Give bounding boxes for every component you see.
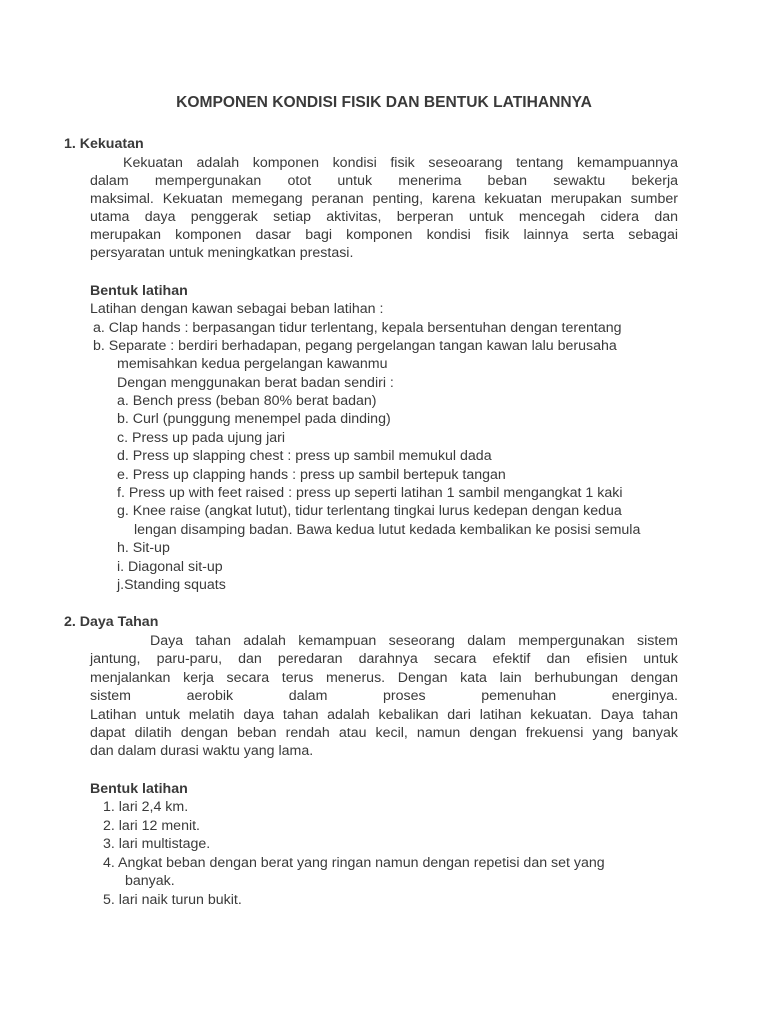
list-item: 2. lari 12 menit. (103, 818, 200, 834)
list-item: b. Separate : berdiri berhadapan, pegang pergelangan tangan kawan lalu berusaha (93, 338, 617, 354)
list-item: c. Press up pada ujung jari (117, 430, 285, 446)
paragraph-line: jantung, paru-paru, dan peredaran darahnya secara efektif dan efisien untuk (90, 651, 678, 667)
list-item: 5. lari naik turun bukit. (103, 892, 242, 908)
list-item: d. Press up slapping chest : press up sambil memukul dada (117, 448, 492, 464)
paragraph-line: dan dalam durasi waktu yang lama. (90, 743, 314, 759)
list-item-continuation: lengan disamping badan. Bawa kedua lutut kedada kembalikan ke posisi semula (134, 522, 641, 538)
list-intro: Dengan menggunakan berat badan sendiri : (117, 375, 394, 391)
paragraph-line: maksimal. Kekuatan memegang peranan penting, karena kekuatan merupakan sumber (90, 191, 678, 207)
paragraph-line: utama daya penggerak setiap aktivitas, berperan untuk mencegah cidera dan (90, 209, 678, 225)
list-item: e. Press up clapping hands : press up sambil bertepuk tangan (117, 467, 506, 483)
list-item-continuation: banyak. (125, 873, 175, 889)
section-heading-daya-tahan: 2. Daya Tahan (64, 614, 159, 630)
list-item: 4. Angkat beban dengan berat yang ringan namun dengan repetisi dan set yang (103, 855, 605, 871)
bentuk-latihan-heading: Bentuk latihan (90, 283, 188, 299)
paragraph-line: menjalankan kerja secara terus menerus. Dengan kata lain berhubungan dengan (90, 670, 678, 686)
list-item: a. Clap hands : berpasangan tidur terlentang, kepala bersentuhan dengan terentang (93, 320, 622, 336)
list-item-continuation: memisahkan kedua pergelangan kawanmu (117, 356, 388, 372)
paragraph-line: Latihan untuk melatih daya tahan adalah kebalikan dari latihan kekuatan. Daya tahan (90, 707, 678, 723)
bentuk-latihan-heading: Bentuk latihan (90, 781, 188, 797)
list-item: 1. lari 2,4 km. (103, 799, 189, 815)
paragraph-line: merupakan komponen dasar bagi komponen kondisi fisik lainnya serta sebagai (90, 227, 678, 243)
paragraph-line: Daya tahan adalah kemampuan seseorang dalam mempergunakan sistem (150, 633, 678, 649)
paragraph-line: dalam mempergunakan otot untuk menerima beban sewaktu bekerja (90, 173, 678, 189)
paragraph-line: sistem aerobik dalam proses pemenuhan energinya. (90, 688, 678, 704)
list-item: g. Knee raise (angkat lutut), tidur terlentang tingkai lurus kedepan dengan kedua (117, 503, 622, 519)
list-item: b. Curl (punggung menempel pada dinding) (117, 411, 391, 427)
list-intro: Latihan dengan kawan sebagai beban latihan : (90, 301, 384, 317)
section-heading-kekuatan: 1. Kekuatan (64, 136, 144, 152)
list-item: i. Diagonal sit-up (117, 559, 223, 575)
list-item: j.Standing squats (117, 577, 226, 593)
list-item: h. Sit-up (117, 540, 170, 556)
list-item: 3. lari multistage. (103, 836, 211, 852)
list-item: f. Press up with feet raised : press up seperti latihan 1 sambil mengangkat 1 kaki (117, 485, 623, 501)
paragraph-line: Kekuatan adalah komponen kondisi fisik seseoarang tentang kemampuannya (123, 155, 678, 171)
list-item: a. Bench press (beban 80% berat badan) (117, 393, 377, 409)
page-title: KOMPONEN KONDISI FISIK DAN BENTUK LATIHANNYA (176, 94, 592, 111)
paragraph-line: dapat dilatih dengan beban rendah atau kecil, namun dengan frekuensi yang banyak (90, 725, 678, 741)
paragraph-line: persyaratan untuk meningkatkan prestasi. (90, 245, 354, 261)
